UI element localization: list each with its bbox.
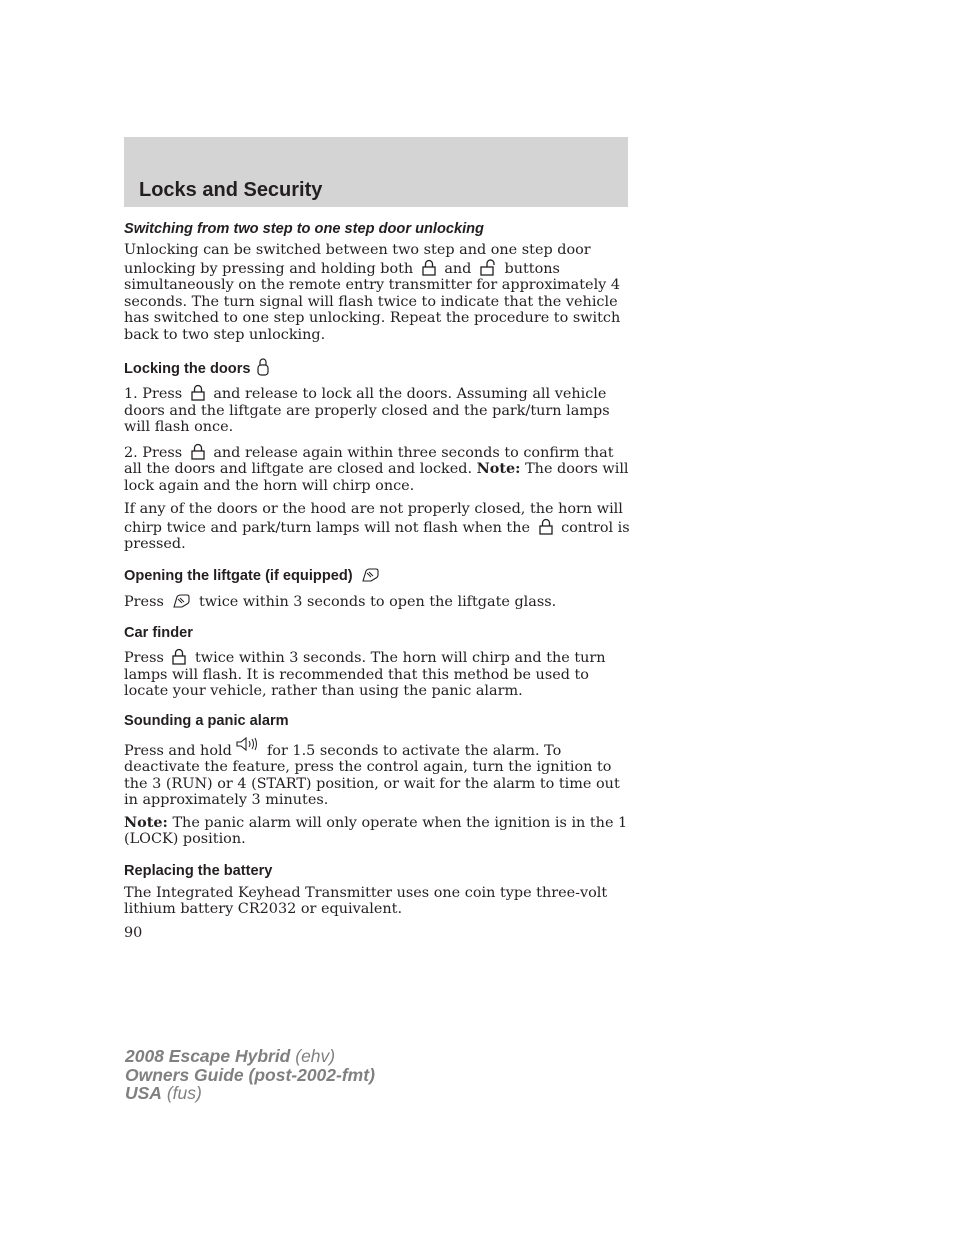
section-replacing-battery (124, 862, 630, 918)
heading-two-step-unlocking: Switching from two step to one step door unlocking (124, 221, 484, 237)
heading-replacing-battery: Replacing the battery (124, 862, 273, 879)
section-locking-doors (124, 357, 630, 553)
heading-panic-alarm: Sounding a panic alarm (124, 712, 289, 729)
remote-lock-icon (257, 357, 269, 376)
paragraph-locking-1: 1. Press and release to lock all the doors. Assuming all vehicle doors and the liftgate are properly closed and the park/turn lamps will flash once. (124, 386, 610, 435)
lock-icon (191, 443, 205, 460)
paragraph-car-finder: Press twice within 3 seconds. The horn will chirp and the turn lamps will flash. It is recommended that this method be used to locate your vehicle, rather than using the panic alarm. (124, 650, 606, 699)
paragraph-locking-3: If any of the doors or the hood are not properly closed, the horn will chirp twice and park/turn lamps will not flash when the control is pressed. (124, 501, 630, 552)
paragraph-two-step: Unlocking can be switched between two step and one step door unlocking by pressing and holding both and buttons simultaneously on the remote entry transmitter for approximately 4 seconds. The turn signal will flash twice to indicate that the vehicle has switched to one step unlocking. Repeat the procedure to switch back to two step unlocking. (124, 242, 621, 343)
panic-horn-icon (236, 737, 258, 751)
paragraph-liftgate: Press twice within 3 seconds to open the liftgate glass. (124, 593, 557, 610)
section-opening-liftgate (124, 567, 630, 611)
document-footer (125, 1047, 375, 1103)
footer-line-3: USA (fus) (125, 1083, 202, 1103)
liftgate-glass-icon (172, 594, 190, 609)
heading-opening-liftgate: Opening the liftgate (if equipped) (124, 567, 630, 586)
page-number: 90 (124, 925, 143, 941)
paragraph-panic-1: Press and hold for 1.5 seconds to activate the alarm. To deactivate the feature, press the control again, turn the ignition to the 3 (RUN) or 4 (START) position, or wait for the alarm to time out in approximately 3 minutes. (124, 737, 630, 809)
section-panic-alarm (124, 712, 630, 848)
lock-icon (422, 259, 436, 276)
paragraph-battery: The Integrated Keyhead Transmitter uses one coin type three-volt lithium battery CR2032 or equivalent. (124, 884, 608, 917)
lock-icon (191, 384, 205, 401)
heading-car-finder: Car finder (124, 625, 193, 641)
section-title: Locks and Security (139, 179, 323, 201)
section-two-step-unlocking (124, 220, 630, 343)
lock-icon (539, 518, 553, 535)
footer-line-2: Owners Guide (post-2002-fmt) (125, 1064, 375, 1085)
liftgate-glass-icon (361, 568, 379, 583)
unlock-icon (480, 259, 496, 276)
footer-line-1: 2008 Escape Hybrid (ehv) (125, 1046, 336, 1066)
paragraph-panic-note: Note: The panic alarm will only operate when the ignition is in the 1 (LOCK) position. (124, 813, 628, 847)
lock-icon (172, 648, 186, 665)
paragraph-locking-2: 2. Press and release again within three seconds to confirm that all the doors and liftgate are closed and locked. Note: The doors will lock again and the horn will chirp once. (124, 444, 629, 494)
section-car-finder (124, 624, 630, 700)
heading-locking-doors: Locking the doors (124, 357, 630, 379)
page-content (124, 220, 630, 918)
